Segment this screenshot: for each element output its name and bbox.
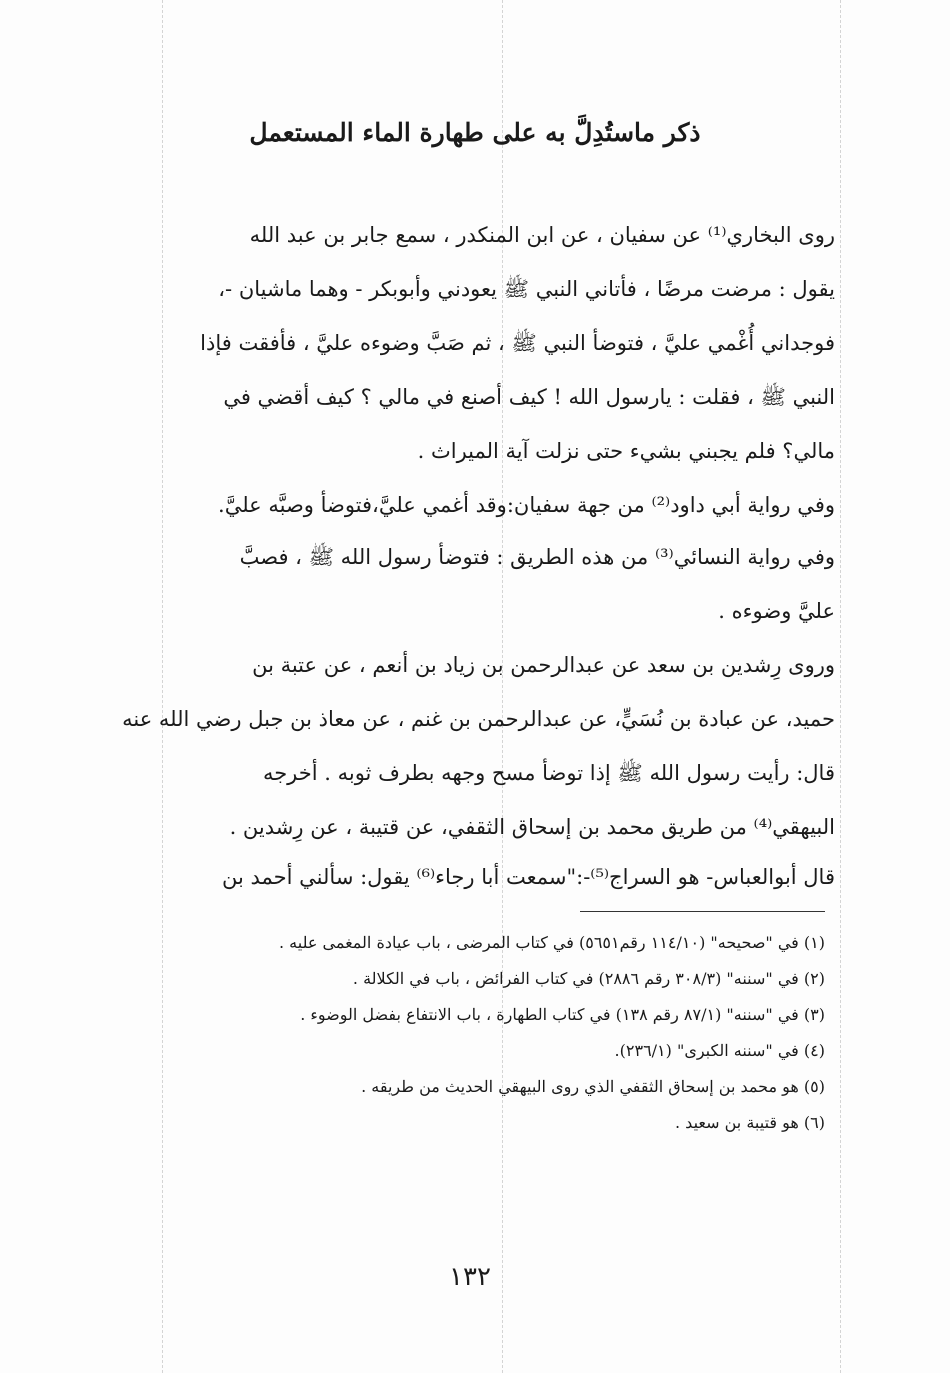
text-line: وروى رِشدين بن سعد عن عبدالرحمن بن زياد بن أنعم ، عن عتبة بن [252, 653, 835, 677]
footnote-separator [580, 911, 825, 912]
text-line: قال أبوالعباس- هو السراج⁽⁵⁾-:"سمعت أبا رجاء⁽⁶⁾ يقول: سألني أحمد بن [222, 865, 835, 889]
text-line: مالي؟ فلم يجبني بشيء حتى نزلت آية الميراث . [417, 439, 835, 463]
footnote-5: (٥) هو محمد بن إسحاق الثقفي الذي روى البيهقي الحديث من طريقه . [361, 1077, 825, 1096]
footnote-3: (٣) في "سننه" (٨٧/١ رقم ١٣٨) في كتاب الطهارة ، باب الانتفاع بفضل الوضوء . [300, 1005, 825, 1024]
paragraph-abul-abbas-narration [110, 850, 835, 904]
text-line: حميد، عن عبادة بن نُسَيٍّ، عن عبدالرحمن بن غنم ، عن معاذ بن جبل رضي الله عنه [122, 707, 835, 731]
page-number: ١٣٢ [449, 1262, 491, 1292]
text-line: عليَّ وضوءه . [718, 599, 835, 623]
paragraph-abu-dawud-narration [110, 478, 835, 532]
text-line: وفي رواية النسائي⁽³⁾ من هذه الطريق : فتوضأ رسول الله ﷺ ، فصبَّ [239, 545, 835, 569]
text-line: روى البخاري⁽¹⁾ عن سفيان ، عن ابن المنكدر ، سمع جابر بن عبد الله [249, 223, 835, 247]
text-line: وفي رواية أبي داود⁽²⁾ من جهة سفيان:وقد أغمي عليَّ،فتوضأ وصبَّه عليَّ. [218, 493, 835, 517]
text-line: قال: رأيت رسول الله ﷺ إذا توضأ مسح وجهه بطرف ثوبه . أخرجه [262, 761, 835, 785]
section-title: ذكر ماستُدِلَّ به على طهارة الماء المستعمل [249, 117, 701, 147]
text-line: البيهقي⁽⁴⁾ من طريق محمد بن إسحاق الثقفي، عن قتيبة ، عن رِشدين . [229, 815, 835, 839]
paragraph-rishdin-narration [110, 638, 835, 854]
footnotes [160, 925, 825, 1141]
footnote-6: (٦) هو قتيبة بن سعيد . [675, 1113, 825, 1132]
footnote-4: (٤) في "سننه الكبرى" (٢٣٦/١). [614, 1041, 825, 1060]
footnote-1: (١) في "صحيحه" (١١٤/١٠ رقم٥٦٥١) في كتاب المرضى ، باب عيادة المغمى عليه . [278, 933, 825, 952]
text-line: النبي ﷺ ، فقلت : يارسول الله ! كيف أصنع في مالي ؟ كيف أقضي في [223, 385, 835, 409]
paragraph-nasai-narration [110, 530, 835, 638]
text-line: فوجداني أُغْمي عليَّ ، فتوضأ النبي ﷺ ، ثم صَبَّ وضوءه عليَّ ، فأفقت فإذا [200, 331, 835, 355]
paragraph-bukhari-narration [110, 208, 835, 478]
text-line: يقول : مرضت مرضًا ، فأتاني النبي ﷺ يعودني وأبوبكر - وهما ماشيان -، [218, 277, 835, 301]
footnote-2: (٢) في "سننه" (٣٠٨/٣ رقم ٢٨٨٦) في كتاب الفرائض ، باب في الكلالة . [352, 969, 825, 988]
scan-guide-line [840, 0, 841, 1373]
